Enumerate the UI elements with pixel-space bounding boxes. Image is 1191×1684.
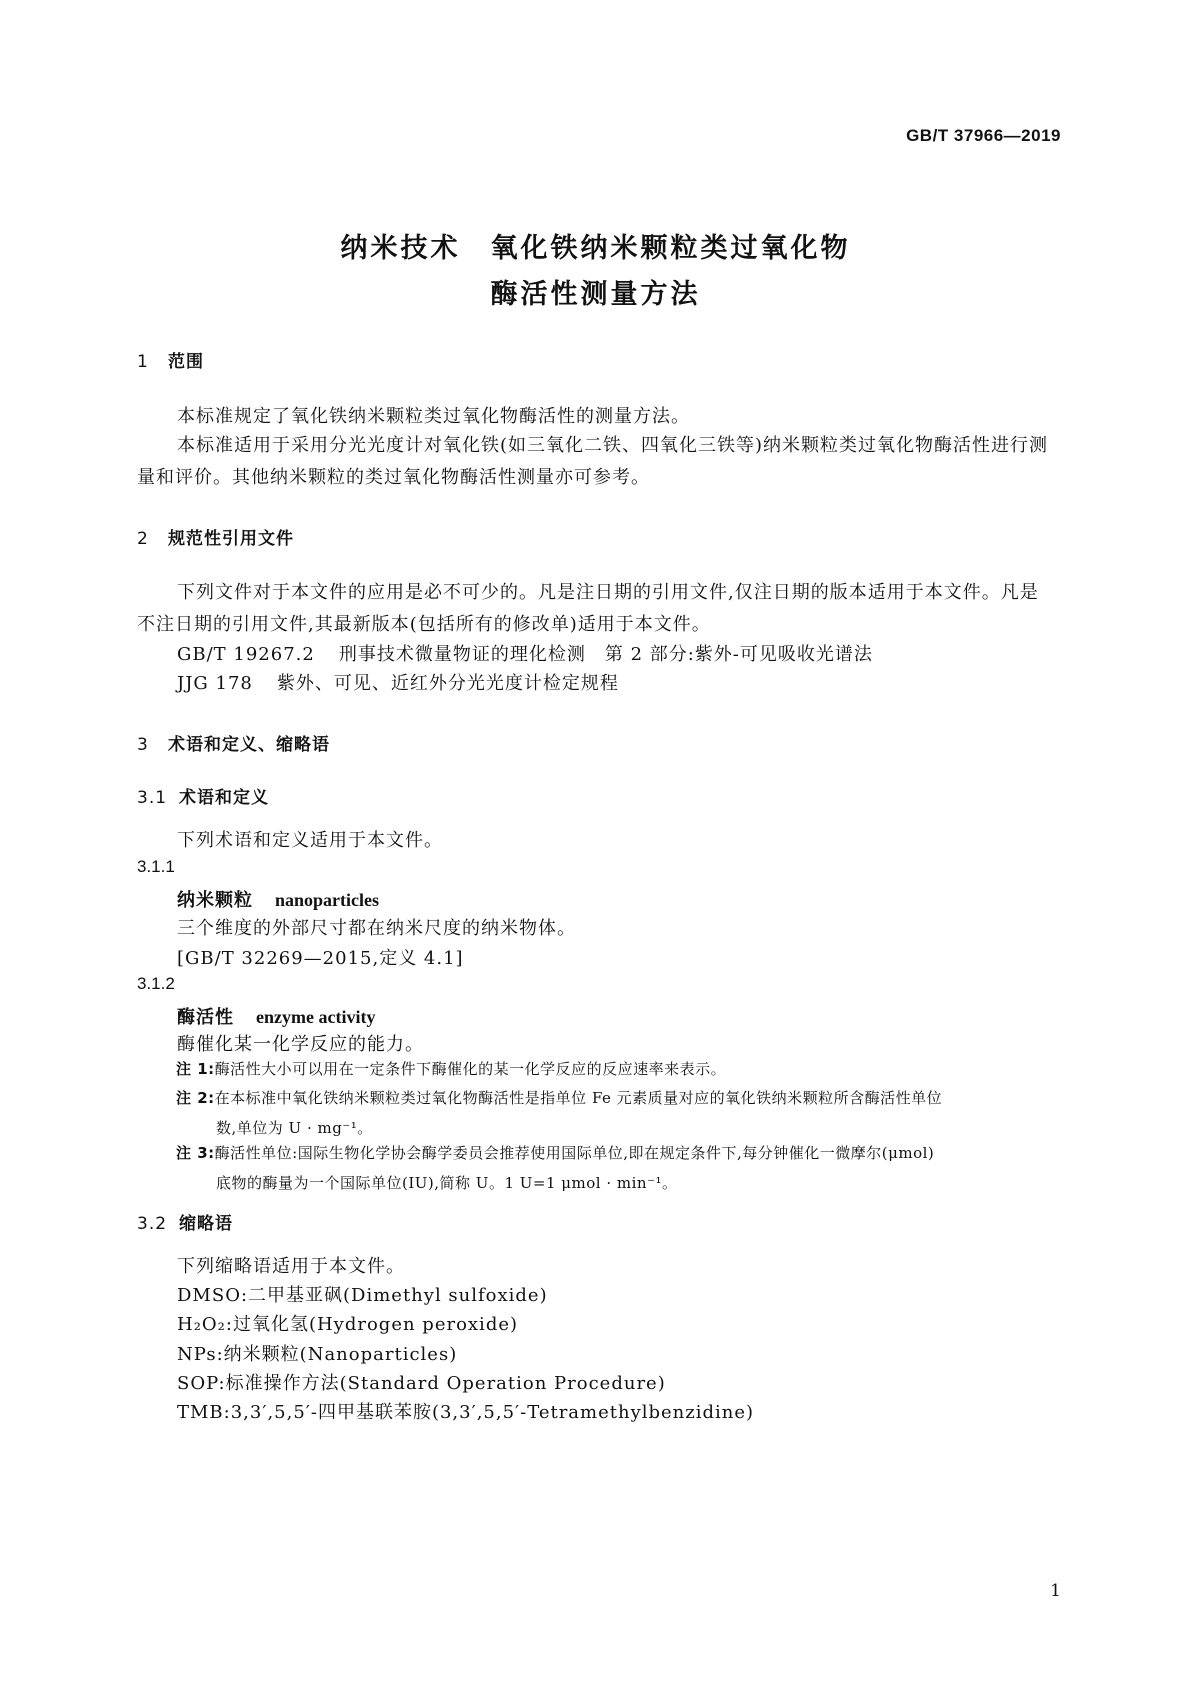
note-label: 注 1: bbox=[176, 1060, 215, 1078]
sec2-para-1: 下列文件对于本文件的应用是必不可少的。凡是注日期的引用文件,仅注日期的版本适用于本文件。凡是不注日期的引用文件,其最新版本(包括所有的修改单)适用于本文件。 bbox=[137, 582, 1039, 635]
ref-item bbox=[177, 669, 619, 695]
subsection-title: 术语和定义 bbox=[179, 788, 269, 808]
note-label: 注 2: bbox=[176, 1089, 215, 1107]
page-number: 1 bbox=[1050, 1581, 1061, 1601]
term-zh: 酶活性 bbox=[177, 1007, 234, 1028]
section-title: 术语和定义、缩略语 bbox=[168, 735, 330, 755]
section-number: 2 bbox=[137, 529, 149, 549]
section-2-heading bbox=[137, 524, 294, 549]
abbreviation-item: SOP:标准操作方法(Standard Operation Procedure) bbox=[177, 1373, 666, 1394]
section-number: 3 bbox=[137, 735, 149, 755]
note-continuation: 底物的酶量为一个国际单位(IU),简称 U。1 U=1 μmol · min⁻¹。 bbox=[216, 1174, 678, 1192]
abbreviation-item: H₂O₂:过氧化氢(Hydrogen peroxide) bbox=[177, 1314, 519, 1335]
abbreviation-item: NPs:纳米颗粒(Nanoparticles) bbox=[177, 1344, 458, 1365]
sub1-intro: 下列术语和定义适用于本文件。 bbox=[177, 830, 443, 851]
note-continuation: 数,单位为 U · mg⁻¹。 bbox=[216, 1119, 373, 1137]
term-source: [GB/T 32269—2015,定义 4.1] bbox=[177, 948, 464, 969]
term-en: enzyme activity bbox=[256, 1007, 376, 1027]
term-number: 3.1.1 bbox=[137, 857, 175, 876]
term-definition: 三个维度的外部尺寸都在纳米尺度的纳米物体。 bbox=[177, 918, 576, 939]
ref-code: GB/T 19267.2 bbox=[177, 644, 315, 665]
ref-title: 紫外、可见、近红外分光光度计检定规程 bbox=[276, 673, 619, 694]
term-en: nanoparticles bbox=[275, 890, 380, 910]
standard-code: GB/T 37966—2019 bbox=[906, 126, 1061, 145]
ref-title: 刑事技术微量物证的理化检测 第 2 部分:紫外-可见吸收光谱法 bbox=[338, 644, 873, 665]
note bbox=[176, 1054, 1056, 1084]
section-1-heading bbox=[137, 347, 204, 372]
title-line-1: 纳米技术 氧化铁纳米颗粒类过氧化物 bbox=[340, 233, 851, 264]
note bbox=[176, 1138, 1056, 1198]
ref-item bbox=[177, 640, 873, 666]
note-label: 注 3: bbox=[176, 1144, 215, 1162]
title-line-2: 酶活性测量方法 bbox=[490, 279, 701, 310]
sec1-para-2: 本标准适用于采用分光光度计对氧化铁(如三氧化二铁、四氧化三铁等)纳米颗粒类过氧化物酶活性进行测量和评价。其他纳米颗粒的类过氧化物酶活性测量亦可参考。 bbox=[137, 435, 1049, 488]
subsection-3-1-heading bbox=[137, 783, 269, 808]
term-number: 3.1.2 bbox=[137, 974, 175, 993]
subsection-3-2-heading bbox=[137, 1209, 233, 1234]
section-3-heading bbox=[137, 730, 330, 755]
section-title: 范围 bbox=[168, 352, 204, 372]
term-zh: 纳米颗粒 bbox=[177, 890, 253, 911]
term-definition: 酶催化某一化学反应的能力。 bbox=[177, 1034, 424, 1055]
sub2-intro: 下列缩略语适用于本文件。 bbox=[177, 1256, 405, 1277]
note bbox=[176, 1083, 1056, 1143]
term-heading bbox=[177, 1003, 375, 1029]
subsection-number: 3.2 bbox=[137, 1214, 168, 1234]
term-heading bbox=[177, 886, 379, 912]
note-text: 酶活性单位:国际生物化学协会酶学委员会推荐使用国际单位,即在规定条件下,每分钟催化一微摩尔(μmol) bbox=[214, 1144, 935, 1162]
ref-code: JJG 178 bbox=[177, 673, 253, 694]
subsection-title: 缩略语 bbox=[179, 1214, 233, 1234]
subsection-number: 3.1 bbox=[137, 788, 168, 808]
abbreviation-item: DMSO:二甲基亚砜(Dimethyl sulfoxide) bbox=[177, 1285, 548, 1306]
section-number: 1 bbox=[137, 352, 149, 372]
note-text: 在本标准中氧化铁纳米颗粒类过氧化物酶活性是指单位 Fe 元素质量对应的氧化铁纳米颗粒所含酶活性单位 bbox=[214, 1089, 943, 1107]
section-title: 规范性引用文件 bbox=[168, 529, 294, 549]
sec1-para-1: 本标准规定了氧化铁纳米颗粒类过氧化物酶活性的测量方法。 bbox=[177, 406, 690, 427]
abbreviation-item: TMB:3,3′,5,5′-四甲基联苯胺(3,3′,5,5′-Tetramethylbenzidine) bbox=[177, 1402, 755, 1423]
note-text: 酶活性大小可以用在一定条件下酶催化的某一化学反应的反应速率来表示。 bbox=[214, 1060, 727, 1078]
